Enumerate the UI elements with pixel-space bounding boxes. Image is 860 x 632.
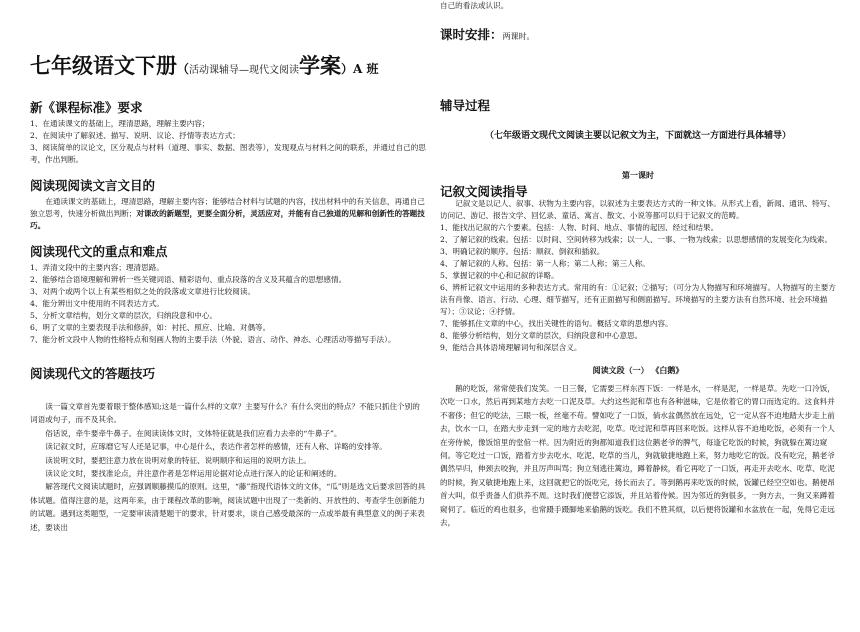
narrative-item: 6、辨析记叙文中运用的多种表达方式。常用的有：①记叙；②描写；（可分为人物描写和环境描写。人物描写的主要方法有肖像、语言、行动、心理、细节描写，还有正面描写和侧面描写。环境描写的主要方法有自然环境、社会环境描写）；③议论；④抒情。 (440, 283, 836, 316)
narrative-item: 3、明确记叙的顺序。包括：顺叙、倒叙和插叙。 (440, 247, 605, 256)
purpose-paragraph (30, 196, 426, 232)
schedule (440, 24, 535, 43)
narrative-item: 1、能找出记叙的六个要素。包括：人物、时间、地点、事情的起因、经过和结果。 (440, 223, 719, 232)
keypoint-item: 1、弄清文段中的主要内容；理清思路。 (30, 263, 164, 272)
section-curriculum-heading: 新《课程标准》要求 (30, 100, 143, 115)
keypoint-item: 5、分析文章结构，划分文章的层次，归纳段意和中心。 (30, 311, 218, 320)
curriculum-list (30, 118, 426, 166)
title-main: 七年级语文下册 (30, 53, 177, 78)
keypoint-item: 7、能分析文段中人物的性格特点和刻画人物的主要手法（外貌、语言、动作、神态、心理活动等描写手法）。 (30, 335, 396, 344)
techniques-body (30, 400, 426, 534)
purpose-bold-text: 对课改的新题型，更要全面分析，灵活应对，并能有自己独道的见解和创新性的答题技巧。 (30, 209, 425, 230)
title-class: A 班 (353, 62, 379, 76)
technique-paragraph: 读说明文时，要把注意力放在说明对象的特征、说明顺序和运用的说明方法上。 (45, 455, 311, 465)
narrative-body (440, 198, 836, 354)
reading-title: 阅读文段（一） 《白鹅》 (592, 365, 684, 375)
curriculum-item: 2、在阅读中了解叙述、描写、说明、议论、抒情等表达方式； (30, 131, 240, 140)
narrative-item: 5、掌握记叙的中心和记叙的详略。 (440, 271, 559, 280)
keypoint-item: 2、能够结合语境理解和辨析一些关键词语、精彩语句、重点段落的含义及其蕴含的思想感情。 (30, 275, 347, 284)
title-suffix: 学案 (299, 53, 342, 78)
reading-passage: 鹅的吃饭，常常使我们发笑。一日三餐，它需要三样东西下饭：一样是水，一样是泥，一样是草。先吃一口冷饭，次吃一口水，然后再到某地方去吃一口泥及草。大约这些泥和草也有各种滋味，它是依着它的胃口而选定的。这食料并不奢侈；但它的吃法，三眼一板，丝毫不苟。譬如吃了一口饭，倘水盆偶然放在远处，它一定从容不迫地踏大步走上前去，饮水一口，在踏大步走到一定的地方去吃泥，吃草。吃过泥和草再回来吃饭。这样从容不迫地吃饭，必须有一个人在旁侍候，像饭馆里的堂倌一样。因为附近的狗都知道我们这位鹅老爷的脾气，每逢它吃饭的时候，狗就躲在篱边窥伺。等它吃过一口饭，踏着方步去吃水、吃泥、吃草的当儿，狗就敏捷地跑上来，努力地吃它的饭。没有吃完，鹅老爷偶然早归，伸颈去咬狗，并且厉声叫骂；狗立刻逃往篱边，蹲着静候，看它再吃了一口饭，再走开去吃水、吃草、吃泥的时候，狗又敏捷地跑上来，这回就把它的饭吃完，扬长而去了。等到鹅再来吃饭的时候，饭罐已经空空如也。鹅便昂首大叫，似乎责备人们供养不周。这时我们便替它添饭，并且站着侍候。因为邻近的狗很多，一狗方去，一狗又来蹲着窥伺了。临近的鸡也很多，也常蹑手蹑脚地来偷鹅的饭吃。我们不胜其烦，以后便将饭罐和水盆放在一起，免得它走远去， (440, 384, 835, 528)
guide-note: （七年级语文现代文阅读主要以记叙文为主，下面就这一方面进行具体辅导） (484, 131, 791, 141)
title-sub: 活动课辅导—现代文阅读 (189, 65, 300, 76)
document-title (30, 50, 379, 80)
schedule-label: 课时安排： (440, 27, 503, 42)
lesson-label: 第一课时 (622, 170, 654, 180)
curriculum-item: 1、在通读课文的基础上，理清思路，理解主要内容； (30, 119, 210, 128)
section-keypoints-heading: 阅读现代文的重点和难点 (30, 244, 168, 259)
guide-heading: 辅导过程 (440, 98, 491, 113)
narrative-item: 9、能结合具体语境理解词句和深层含义。 (440, 343, 582, 352)
narrative-item: 4、了解记叙的人称。包括：第一人称；第二人称；第三人称。 (440, 259, 650, 268)
technique-paragraph: 读一篇文章首先要着眼于整体感知;这是一篇什么样的文章？主要写什么？有什么突出的特点？不能只抓住个别的词语或句子，而不及其余。 (30, 402, 420, 425)
narrative-item: 8、能够分析结构，划分文章的层次，归纳段意和中心意思。 (440, 331, 643, 340)
technique-paragraph: 解答现代文阅读试题时，应强调顺藤摸瓜的原则。这里，“藤”指现代语体文的文体，“瓜”则是选文后要求回答的具体试题。值得注意的是，这两年来，由于课程改革的影响，阅读试题中出现了一类新的、开放性的、考查学生创新能力的试题。遇到这类题型，一定要审读清楚题干的要求，针对要求，谈自己感受最深的一点或举最有典型意义的例子来表述，要谈出 (30, 482, 426, 532)
title-paren-open: （ (177, 62, 190, 76)
keypoint-item: 6、明了文章的主要表现手法和修辞，如：衬托、照应、比喻、对偶等。 (30, 323, 271, 332)
keypoint-item: 4、能分辨出文中使用的不同表达方式。 (30, 299, 164, 308)
narrative-heading: 记叙文阅读指导 (440, 184, 528, 199)
narrative-intro: 记叙文是以记人、叙事、状物为主要内容，以叙述为主要表达方式的一种文体。从形式上看，新闻、通讯、特写、访问记、游记、报告文学、回忆录、童话、寓言、散文、小说等都可以归于记叙文的范畴。 (440, 199, 835, 220)
keypoint-item: 3、对两个或两个以上有某些相似之处的段落或文章进行比较阅读。 (30, 287, 256, 296)
technique-paragraph: 读记叙文时，应琢磨它写人还是记事，中心是什么，表达作者怎样的感情，还有人称、详略的安排等。 (45, 442, 387, 452)
narrative-item: 7、能够抓住文章的中心，找出关键性的语句。概括文章的思想内容。 (440, 319, 673, 328)
technique-paragraph: 读议论文时，要找准论点，并注意作者是怎样运用论据对论点进行深入的论证和阐述的。 (45, 469, 342, 479)
title-paren-close: ） (341, 62, 354, 76)
narrative-item: 2、了解记叙的线索。包括：以时间、空间转移为线索；以一人、一事、一物为线索；以思想感情的发展变化为线索。 (440, 235, 833, 244)
continuation-text: 自己的看法或认识。 (440, 1, 509, 10)
section-purpose-heading: 阅读现阅读文言文目的 (30, 178, 156, 193)
technique-paragraph: 俗话说，牵牛要牵牛鼻子。在阅读读体文时，文体特征就是我们应看力去牵的“牛鼻子”。 (45, 428, 342, 438)
section-techniques-heading: 阅读现代文的答题技巧 (30, 366, 156, 381)
purpose-text: 在通读课文的基础上，理清思路，理解主要内容；能够结合材料与试题的内容，找出材料中的有关信息，再通自己独立思考，快速分析做出判断； (30, 197, 425, 218)
curriculum-item: 3、阅读简单的议论文，区分观点与材料（道理、事实、数据、图表等），发现观点与材料之间的联系，并通过自己的思考，作出判断。 (30, 143, 426, 164)
schedule-value: 两课时。 (502, 32, 535, 41)
keypoints-list (30, 262, 426, 346)
